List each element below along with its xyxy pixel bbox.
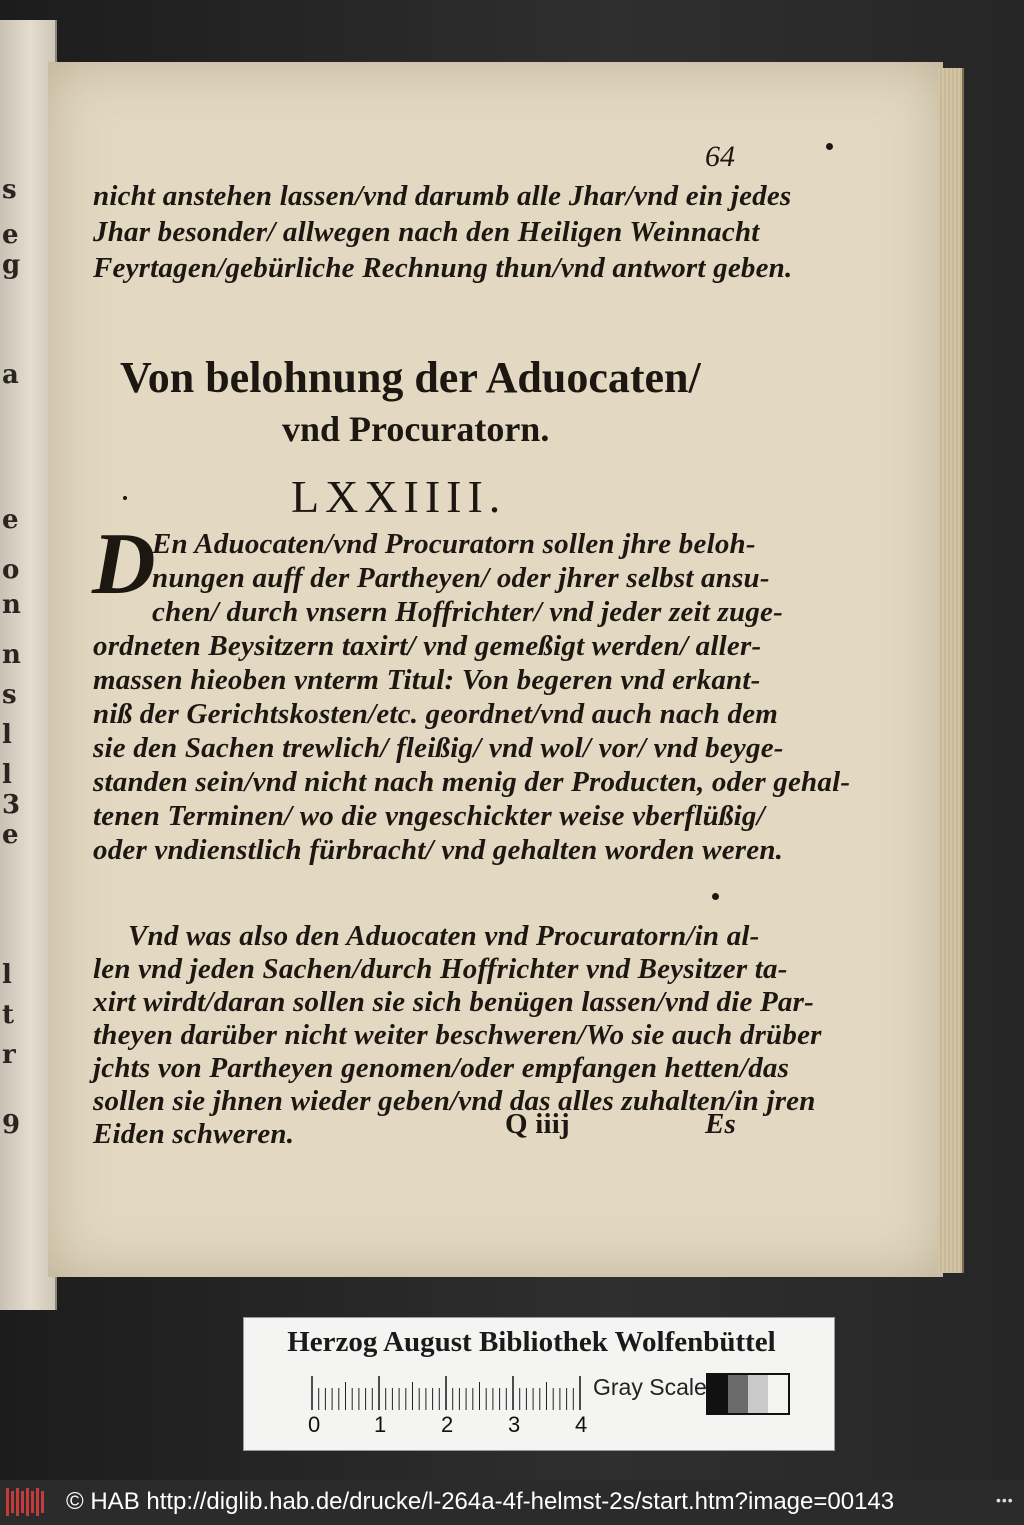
left-page-fragment: g (2, 250, 21, 280)
library-color-bar-label (243, 1317, 835, 1451)
gray-scale-label: Gray Scale (593, 1374, 707, 1400)
gray-swatch (728, 1375, 748, 1413)
chapter-number: LXXIIII. (291, 471, 507, 522)
text-line: tenen Terminen/ wo die vngeschickter weise vberflüßig/ (93, 800, 765, 832)
footer-copyright-url[interactable]: © HAB http://diglib.hab.de/drucke/l-264a-4f-helmst-2s/start.htm?image=00143 (66, 1488, 895, 1515)
speck (712, 893, 719, 900)
ruler-number: 3 (508, 1412, 521, 1437)
left-page-fragment: o (2, 555, 20, 585)
text-line: ordneten Beysitzern taxirt/ vnd gemeßigt werden/ aller- (93, 630, 762, 662)
left-page-fragment: e (2, 820, 19, 850)
page-stack-edge (938, 68, 964, 1273)
text-line: xirt wirdt/daran sollen sie sich benügen lassen/vnd die Par- (93, 986, 814, 1018)
left-page-fragment: s (2, 680, 17, 710)
text-line: standen sein/vnd nicht nach menig der Producten, oder gehal- (93, 766, 851, 798)
left-page-fragment: l (2, 760, 12, 790)
left-page-fragment: l (2, 960, 12, 990)
measurement-ruler (310, 1376, 590, 1410)
left-page-fragment: a (2, 360, 19, 390)
page-number: 64 (705, 140, 735, 173)
text-line: sollen sie jhnen wieder geben/vnd das alles zuhalten/in jren (93, 1085, 816, 1117)
library-name: Herzog August Bibliothek Wolfenbüttel (287, 1326, 776, 1358)
hab-barcode-logo-icon (6, 1488, 46, 1516)
left-page-fragment: e (2, 220, 19, 250)
ruler-number: 0 (308, 1412, 321, 1437)
drop-cap-initial: D (92, 516, 156, 613)
section-heading-line-1: Von belohnung der Aduocaten/ (120, 353, 701, 402)
section-heading-line-2: vnd Procuratorn. (282, 409, 550, 449)
viewer-footer (0, 1480, 1024, 1525)
catchword: Es (705, 1108, 737, 1140)
text-line: Vnd was also den Aduocaten vnd Procuratorn/in al- (128, 920, 760, 952)
text-line: Jhar besonder/ allwegen nach den Heiligen Weinnacht (93, 216, 760, 248)
gray-scale-swatches (706, 1373, 790, 1415)
ruler-number: 1 (374, 1412, 387, 1437)
left-page-fragment: 3 (2, 790, 21, 820)
more-dots-icon[interactable]: ••• (996, 1492, 1014, 1508)
text-line: massen hieoben vnterm Titul: Von begeren vnd erkant- (93, 664, 761, 696)
left-page-fragment: s (2, 175, 17, 205)
gray-swatch (748, 1375, 768, 1413)
left-page-fragment: n (2, 640, 21, 670)
left-page-fragment: n (2, 590, 21, 620)
text-line: len vnd jeden Sachen/durch Hoffrichter vnd Beysitzer ta- (93, 953, 788, 985)
speck (123, 496, 127, 500)
left-page-fragment: l (2, 720, 12, 750)
left-page-fragment: e (2, 505, 19, 535)
text-line: niß der Gerichtskosten/etc. geordnet/vnd auch nach dem (93, 698, 779, 730)
left-page-fragment: 9 (2, 1110, 21, 1140)
text-line: En Aduocaten/vnd Procuratorn sollen jhre beloh- (152, 528, 756, 560)
gray-swatch (768, 1375, 788, 1413)
text-line: jchts von Partheyen genomen/oder empfangen hetten/das (93, 1052, 790, 1084)
text-line: Eiden schweren. (93, 1118, 295, 1150)
left-page-fragment: r (2, 1040, 16, 1070)
signature-mark: Q iiij (505, 1108, 570, 1140)
text-line: nicht anstehen lassen/vnd darumb alle Jhar/vnd ein jedes (93, 180, 792, 212)
ruler-number: 4 (575, 1412, 588, 1437)
gray-swatch (708, 1375, 728, 1413)
text-line: chen/ durch vnsern Hoffrichter/ vnd jeder zeit zuge- (152, 596, 783, 628)
ruler-number: 2 (441, 1412, 454, 1437)
text-line: theyen darüber nicht weiter beschweren/Wo sie auch drüber (93, 1019, 822, 1051)
left-page-fragment: t (2, 1000, 15, 1030)
text-line: sie den Sachen trewlich/ fleißig/ vnd wol/ vor/ vnd beyge- (93, 732, 784, 764)
text-line: Feyrtagen/gebürliche Rechnung thun/vnd antwort geben. (93, 252, 793, 284)
text-line: oder vndienstlich fürbracht/ vnd gehalten worden weren. (93, 834, 784, 866)
speck (826, 143, 833, 150)
text-line: nungen auff der Partheyen/ oder jhrer selbst ansu- (152, 562, 770, 594)
